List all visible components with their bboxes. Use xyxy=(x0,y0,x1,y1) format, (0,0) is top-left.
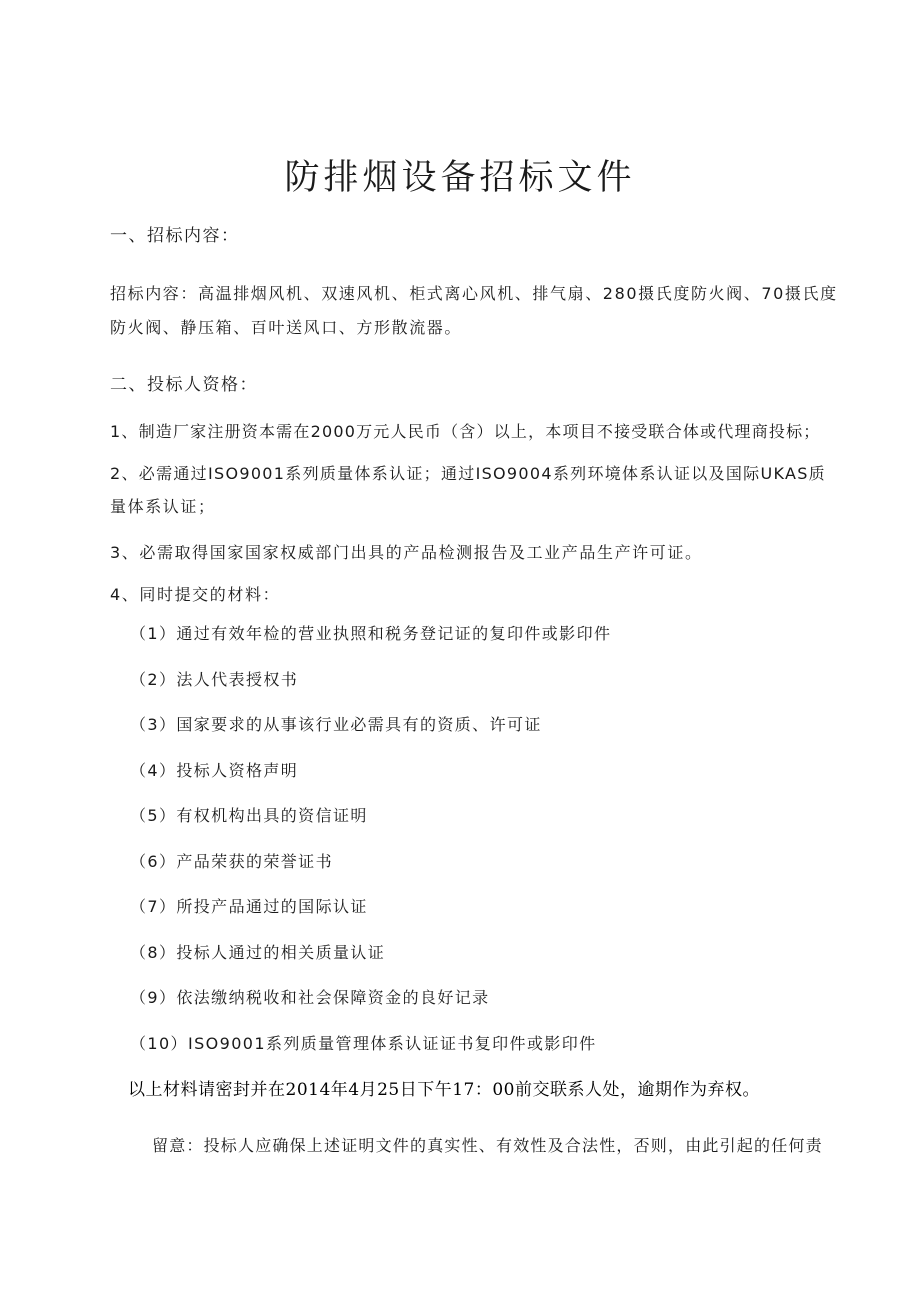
requirement-2-line-2: 量体系认证； xyxy=(110,497,216,516)
material-item: （8）投标人通过的相关质量认证 xyxy=(130,943,386,962)
material-item: （3）国家要求的从事该行业必需具有的资质、许可证 xyxy=(130,715,542,734)
requirement-3: 3、必需取得国家国家权威部门出具的产品检测报告及工业产品生产许可证。 xyxy=(110,543,703,562)
bidding-content-line-1: 招标内容：高温排烟风机、双速风机、柜式离心风机、排气扇、280摄氏度防火阀、70摄氏度 xyxy=(110,284,838,303)
document-title: 防排烟设备招标文件 xyxy=(284,158,636,198)
requirement-1: 1、制造厂家注册资本需在2000万元人民币（含）以上，本项目不接受联合体或代理商投标； xyxy=(110,422,821,441)
material-item: （7）所投产品通过的国际认证 xyxy=(130,897,368,916)
material-item: （4）投标人资格声明 xyxy=(130,761,299,780)
bidding-content-line-2: 防火阀、静压箱、百叶送风口、方形散流器。 xyxy=(110,318,463,337)
material-item: （1）通过有效年检的营业执照和税务登记证的复印件或影印件 xyxy=(130,624,612,643)
section-heading-bidder-qualification: 二、投标人资格： xyxy=(110,375,258,395)
section-heading-bidding-content: 一、招标内容： xyxy=(110,226,240,246)
material-item: （10）ISO9001系列质量管理体系认证证书复印件或影印件 xyxy=(130,1034,597,1053)
submission-deadline: 以上材料请密封并在2014年4月25日下午17：00前交联系人处，逾期作为弃权。 xyxy=(128,1080,760,1100)
material-item: （6）产品荣获的荣誉证书 xyxy=(130,852,333,871)
material-item: （9）依法缴纳税收和社会保障资金的良好记录 xyxy=(130,988,490,1007)
notice-text: 留意：投标人应确保上述证明文件的真实性、有效性及合法性，否则，由此引起的任何责 xyxy=(152,1136,823,1155)
material-item: （5）有权机构出具的资信证明 xyxy=(130,806,368,825)
material-item: （2）法人代表授权书 xyxy=(130,670,299,689)
requirement-2-line-1: 2、必需通过ISO9001系列质量体系认证；通过ISO9004系列环境体系认证以及国际UKAS质 xyxy=(110,464,826,483)
requirement-4: 4、同时提交的材料： xyxy=(110,585,281,604)
